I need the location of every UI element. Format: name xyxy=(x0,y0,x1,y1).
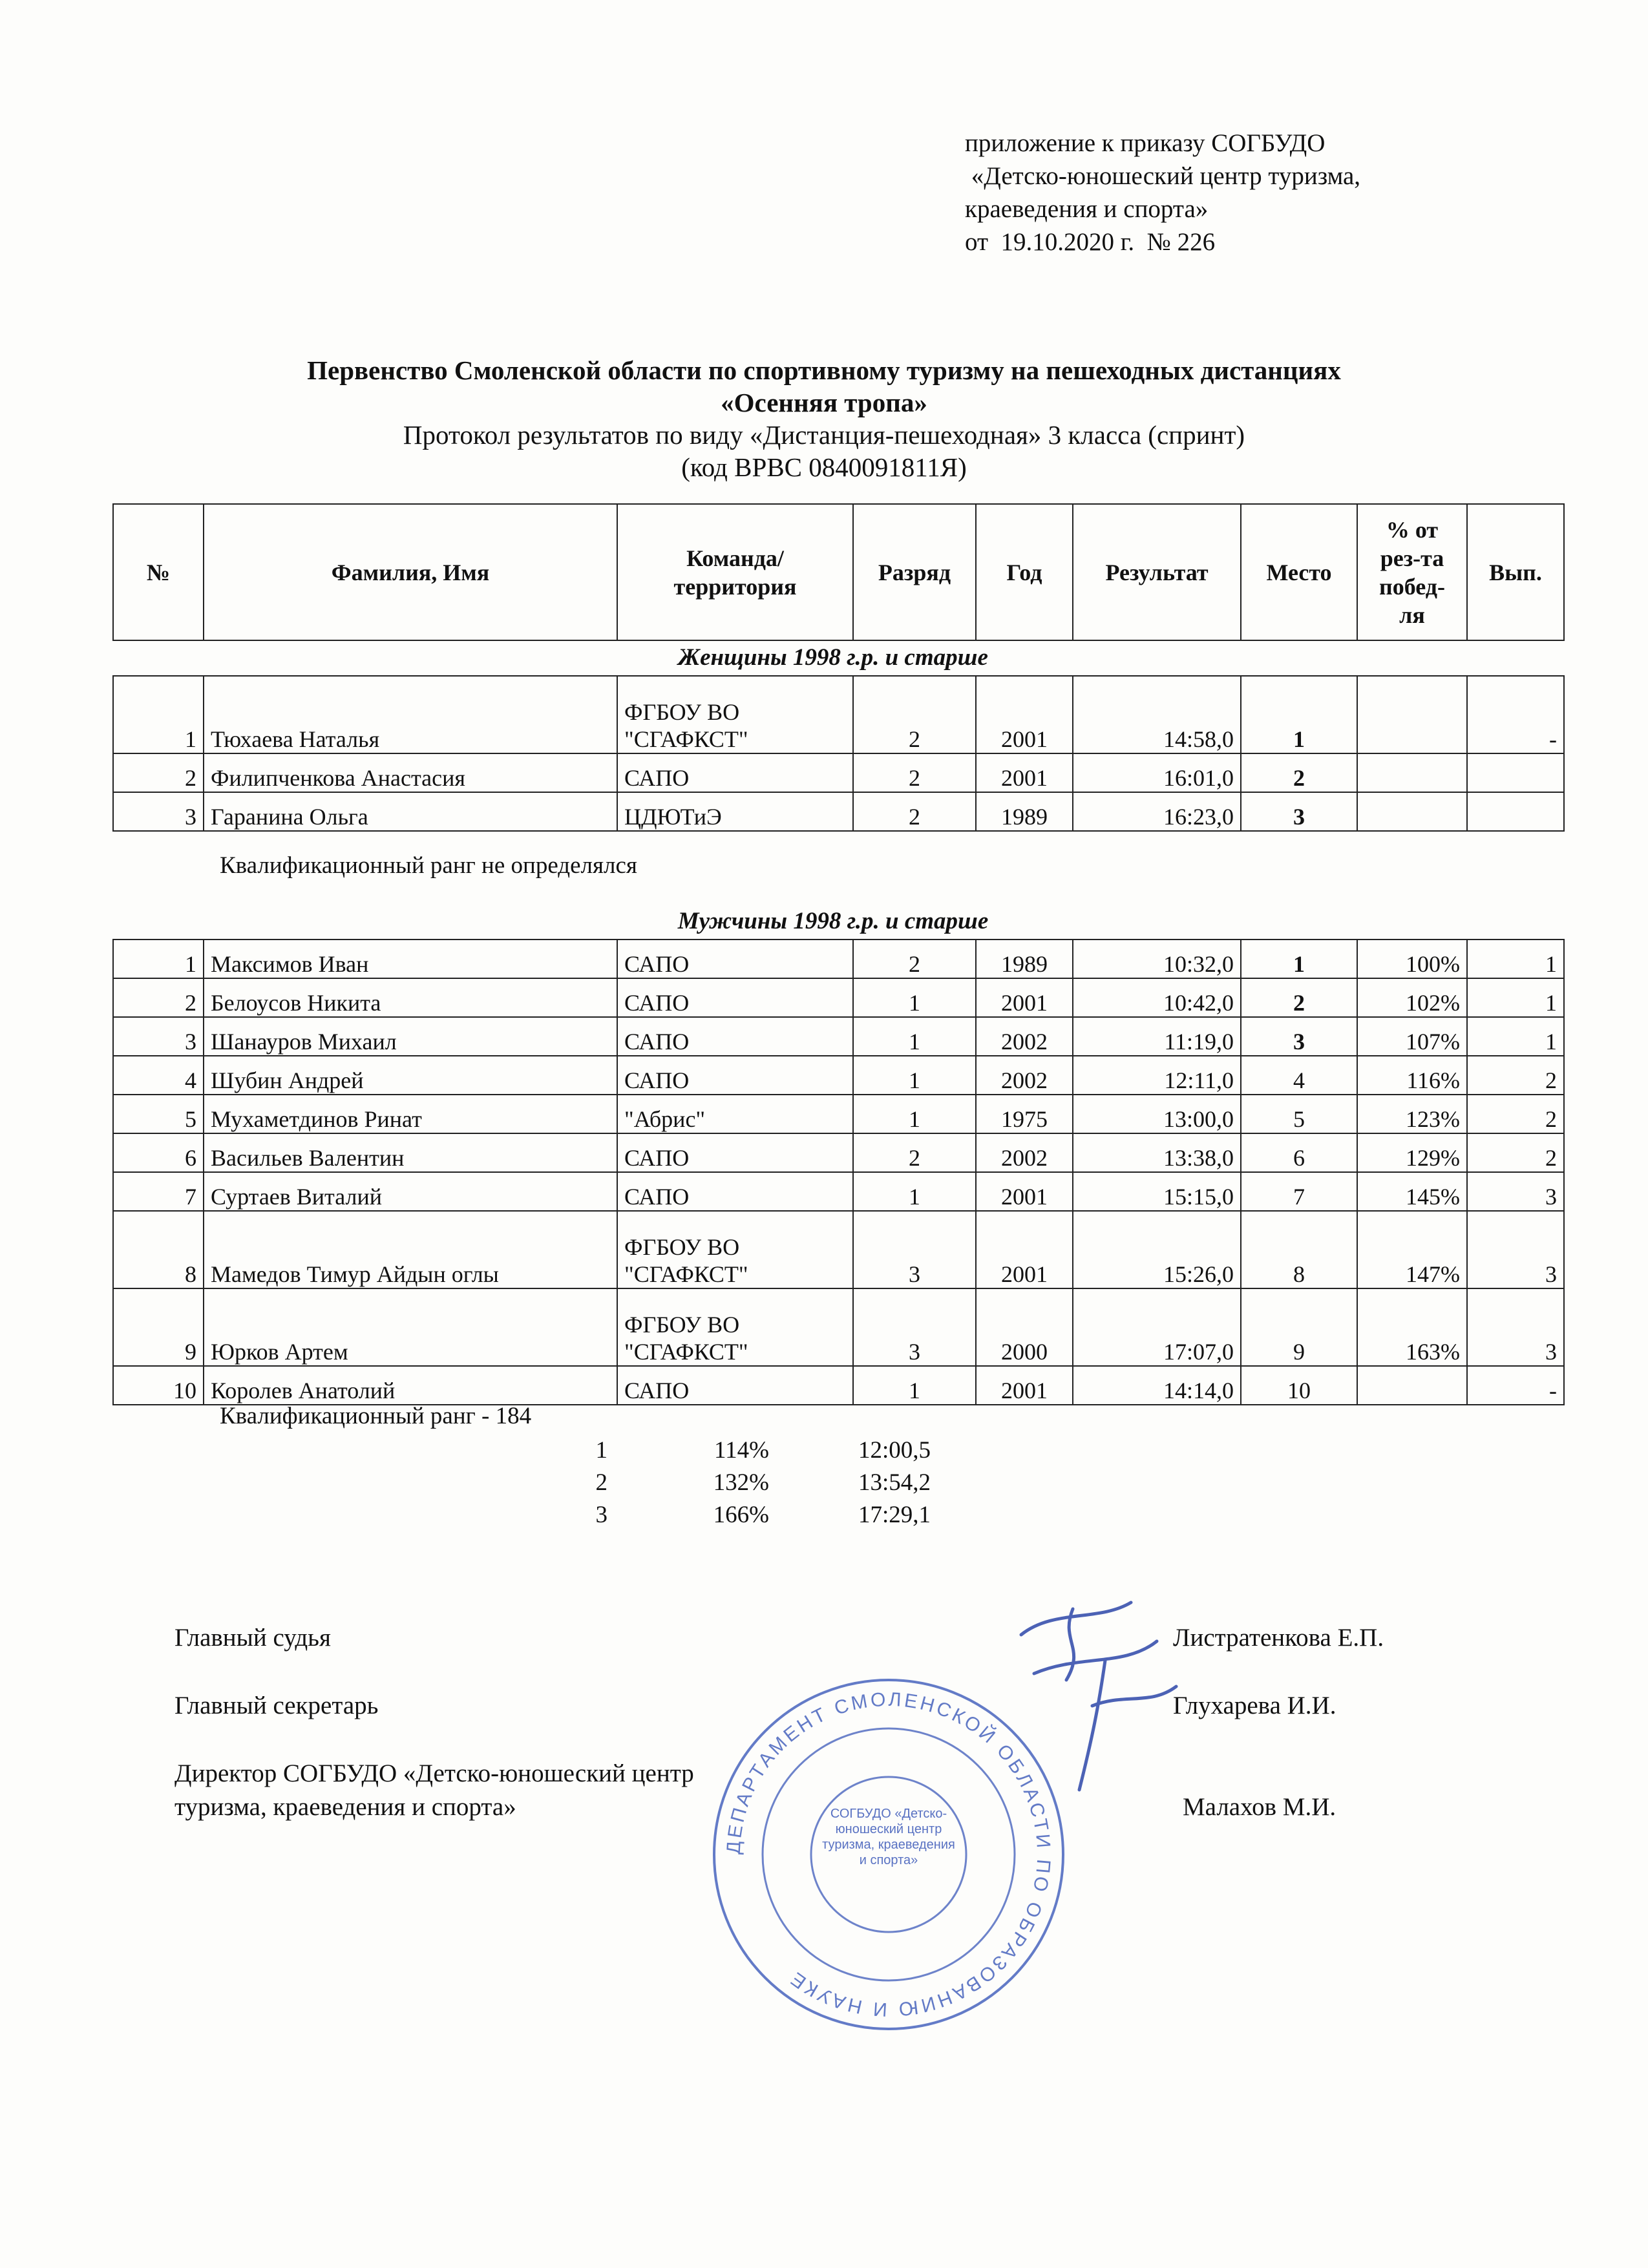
table-row xyxy=(113,1095,1564,1133)
cell-percent: 163% xyxy=(1357,1288,1467,1366)
col-place: Место xyxy=(1241,504,1357,640)
cell-place: 4 xyxy=(1241,1056,1357,1095)
secretary-name: Глухарева И.И. xyxy=(1173,1692,1336,1719)
group-title-men: Мужчины 1998 г.р. и старше xyxy=(677,908,989,934)
table-row xyxy=(113,1017,1564,1056)
cell-team: САПО xyxy=(617,1172,853,1211)
cell-num: 3 xyxy=(113,792,204,831)
cell-place: 5 xyxy=(1241,1095,1357,1133)
cell-place: 3 xyxy=(1241,792,1357,831)
cell-place: 10 xyxy=(1241,1366,1357,1405)
cell-done: 1 xyxy=(1467,940,1564,978)
qualification-level-row xyxy=(569,1434,931,1467)
cell-result: 14:14,0 xyxy=(1073,1366,1241,1405)
cell-year: 1989 xyxy=(976,792,1073,831)
document-title xyxy=(0,354,1648,483)
level-percent: 166% xyxy=(713,1502,769,1528)
table-row xyxy=(113,1211,1564,1288)
cell-rank: 1 xyxy=(853,1366,976,1405)
cell-num: 9 xyxy=(113,1288,204,1366)
col-num: № xyxy=(113,504,204,640)
level-number: 1 xyxy=(595,1437,607,1464)
cell-done: 3 xyxy=(1467,1211,1564,1288)
women-qualification-note: Квалификационный ранг не определялся xyxy=(220,852,637,879)
cell-done: 2 xyxy=(1467,1056,1564,1095)
cell-done: 3 xyxy=(1467,1172,1564,1211)
cell-done: - xyxy=(1467,1366,1564,1405)
cell-team: САПО xyxy=(617,1056,853,1095)
annex-line: от 19.10.2020 г. № 226 xyxy=(965,228,1216,256)
level-time: 13:54,2 xyxy=(858,1469,931,1496)
table-row xyxy=(113,940,1564,978)
cell-percent: 116% xyxy=(1357,1056,1467,1095)
order-annex xyxy=(965,127,1360,258)
level-percent: 114% xyxy=(714,1437,769,1464)
cell-result: 15:15,0 xyxy=(1073,1172,1241,1211)
col-percent: % от рез-та побед- ля xyxy=(1357,504,1467,640)
cell-percent xyxy=(1357,792,1467,831)
secretary-title: Главный секретарь xyxy=(174,1692,379,1719)
annex-line: «Детско-юношеский центр туризма, xyxy=(965,162,1361,190)
qualification-level-row xyxy=(569,1499,931,1531)
col-year: Год xyxy=(976,504,1073,640)
cell-rank: 3 xyxy=(853,1288,976,1366)
cell-name: Максимов Иван xyxy=(204,940,617,978)
table-row xyxy=(113,1366,1564,1405)
cell-rank: 2 xyxy=(853,1133,976,1172)
level-number: 3 xyxy=(595,1502,607,1528)
annex-line: краеведения и спорта» xyxy=(965,195,1209,223)
cell-name: Гаранина Ольга xyxy=(204,792,617,831)
cell-year: 2001 xyxy=(976,1172,1073,1211)
cell-percent xyxy=(1357,676,1467,753)
cell-percent xyxy=(1357,753,1467,792)
results-table-men xyxy=(112,939,1565,1405)
table-row xyxy=(113,1133,1564,1172)
cell-done: 2 xyxy=(1467,1133,1564,1172)
annex-line: приложение к приказу СОГБУДО xyxy=(965,129,1326,157)
protocol-code: (код ВРВС 0840091811Я) xyxy=(681,452,967,482)
cell-name: Юрков Артем xyxy=(204,1288,617,1366)
cell-year: 2001 xyxy=(976,676,1073,753)
cell-percent: 123% xyxy=(1357,1095,1467,1133)
director-title-line2: туризма, краеведения и спорта» xyxy=(174,1793,516,1821)
qualification-levels xyxy=(569,1434,931,1531)
cell-team: САПО xyxy=(617,1017,853,1056)
cell-team: САПО xyxy=(617,1366,853,1405)
competition-title: Первенство Смоленской области по спортивному туризму на пешеходных дистанциях xyxy=(307,355,1341,385)
cell-result: 17:07,0 xyxy=(1073,1288,1241,1366)
cell-result: 10:32,0 xyxy=(1073,940,1241,978)
cell-num: 6 xyxy=(113,1133,204,1172)
table-row xyxy=(113,1056,1564,1095)
cell-num: 1 xyxy=(113,940,204,978)
cell-num: 3 xyxy=(113,1017,204,1056)
cell-result: 13:00,0 xyxy=(1073,1095,1241,1133)
cell-percent: 129% xyxy=(1357,1133,1467,1172)
cell-num: 7 xyxy=(113,1172,204,1211)
cell-rank: 2 xyxy=(853,676,976,753)
cell-num: 2 xyxy=(113,753,204,792)
cell-done xyxy=(1467,753,1564,792)
cell-num: 4 xyxy=(113,1056,204,1095)
cell-result: 11:19,0 xyxy=(1073,1017,1241,1056)
stamp-center-text: СОГБУДО «Детско-юношеский центр туризма, краеведения и спорта» xyxy=(822,1807,955,1867)
cell-num: 5 xyxy=(113,1095,204,1133)
cell-year: 2001 xyxy=(976,978,1073,1017)
cell-name: Тюхаева Наталья xyxy=(204,676,617,753)
cell-team: САПО xyxy=(617,978,853,1017)
director-title-line1: Директор СОГБУДО «Детско-юношеский центр xyxy=(174,1759,694,1787)
cell-year: 1975 xyxy=(976,1095,1073,1133)
judge-name: Листратенкова Е.П. xyxy=(1173,1624,1384,1652)
cell-num: 1 xyxy=(113,676,204,753)
cell-rank: 1 xyxy=(853,978,976,1017)
level-time: 12:00,5 xyxy=(858,1437,931,1464)
cell-team: ФГБОУ ВО "СГАФКСТ" xyxy=(617,676,853,753)
cell-percent: 100% xyxy=(1357,940,1467,978)
cell-percent: 147% xyxy=(1357,1211,1467,1288)
judge-title: Главный судья xyxy=(174,1624,331,1652)
cell-team: ФГБОУ ВО "СГАФКСТ" xyxy=(617,1288,853,1366)
group-title-women: Женщины 1998 г.р. и старше xyxy=(678,644,988,671)
table-row xyxy=(113,1288,1564,1366)
cell-team: САПО xyxy=(617,1133,853,1172)
cell-team: САПО xyxy=(617,753,853,792)
cell-place: 1 xyxy=(1241,676,1357,753)
cell-team: ФГБОУ ВО "СГАФКСТ" xyxy=(617,1211,853,1288)
level-time: 17:29,1 xyxy=(858,1502,931,1528)
cell-place: 8 xyxy=(1241,1211,1357,1288)
cell-place: 6 xyxy=(1241,1133,1357,1172)
cell-year: 2002 xyxy=(976,1017,1073,1056)
cell-percent: 107% xyxy=(1357,1017,1467,1056)
col-name: Фамилия, Имя xyxy=(204,504,617,640)
cell-result: 10:42,0 xyxy=(1073,978,1241,1017)
cell-name: Мамедов Тимур Айдын оглы xyxy=(204,1211,617,1288)
cell-rank: 1 xyxy=(853,1017,976,1056)
cell-rank: 3 xyxy=(853,1211,976,1288)
results-table-women xyxy=(112,675,1565,832)
cell-year: 2002 xyxy=(976,1056,1073,1095)
cell-done: 1 xyxy=(1467,1017,1564,1056)
col-done: Вып. xyxy=(1467,504,1564,640)
cell-place: 2 xyxy=(1241,978,1357,1017)
cell-place: 1 xyxy=(1241,940,1357,978)
cell-team: ЦДЮТиЭ xyxy=(617,792,853,831)
cell-rank: 2 xyxy=(853,940,976,978)
cell-year: 2001 xyxy=(976,1211,1073,1288)
director-name: Малахов М.И. xyxy=(1183,1793,1336,1821)
table-row xyxy=(113,792,1564,831)
col-rank: Разряд xyxy=(853,504,976,640)
cell-name: Шанауров Михаил xyxy=(204,1017,617,1056)
cell-place: 7 xyxy=(1241,1172,1357,1211)
cell-rank: 2 xyxy=(853,753,976,792)
competition-name: «Осенняя тропа» xyxy=(721,388,927,417)
table-row xyxy=(113,753,1564,792)
cell-name: Мухаметдинов Ринат xyxy=(204,1095,617,1133)
stamp-outer-text: ДЕПАРТАМЕНТ СМОЛЕНСКОЙ ОБЛАСТИ ПО ОБРАЗОВАНИЮ И НАУКЕ xyxy=(723,1688,1055,2021)
results-table-header xyxy=(112,503,1565,641)
table-row xyxy=(113,978,1564,1017)
cell-rank: 1 xyxy=(853,1095,976,1133)
col-team: Команда/ территория xyxy=(617,504,853,640)
cell-done: 2 xyxy=(1467,1095,1564,1133)
cell-done: 1 xyxy=(1467,978,1564,1017)
cell-result: 15:26,0 xyxy=(1073,1211,1241,1288)
cell-name: Филипченкова Анастасия xyxy=(204,753,617,792)
cell-name: Королев Анатолий xyxy=(204,1366,617,1405)
protocol-title: Протокол результатов по виду «Дистанция-пешеходная» 3 класса (спринт) xyxy=(403,420,1245,450)
cell-result: 16:23,0 xyxy=(1073,792,1241,831)
cell-result: 12:11,0 xyxy=(1073,1056,1241,1095)
cell-place: 9 xyxy=(1241,1288,1357,1366)
handwritten-signature xyxy=(995,1596,1202,1809)
table-row xyxy=(113,676,1564,753)
cell-rank: 1 xyxy=(853,1172,976,1211)
cell-year: 2002 xyxy=(976,1133,1073,1172)
cell-percent: 145% xyxy=(1357,1172,1467,1211)
cell-year: 2001 xyxy=(976,753,1073,792)
cell-name: Шубин Андрей xyxy=(204,1056,617,1095)
table-row xyxy=(113,1172,1564,1211)
level-percent: 132% xyxy=(713,1469,769,1496)
cell-team: САПО xyxy=(617,940,853,978)
cell-done: - xyxy=(1467,676,1564,753)
level-number: 2 xyxy=(595,1469,607,1496)
cell-result: 16:01,0 xyxy=(1073,753,1241,792)
cell-name: Васильев Валентин xyxy=(204,1133,617,1172)
qualification-level-row xyxy=(569,1467,931,1499)
cell-result: 14:58,0 xyxy=(1073,676,1241,753)
cell-rank: 1 xyxy=(853,1056,976,1095)
cell-year: 2000 xyxy=(976,1288,1073,1366)
cell-num: 2 xyxy=(113,978,204,1017)
cell-percent xyxy=(1357,1366,1467,1405)
cell-place: 2 xyxy=(1241,753,1357,792)
cell-name: Белоусов Никита xyxy=(204,978,617,1017)
cell-year: 2001 xyxy=(976,1366,1073,1405)
col-result: Результат xyxy=(1073,504,1241,640)
cell-num: 8 xyxy=(113,1211,204,1288)
cell-num: 10 xyxy=(113,1366,204,1405)
cell-team: "Абрис" xyxy=(617,1095,853,1133)
men-qualification-note: Квалификационный ранг - 184 xyxy=(220,1403,532,1429)
cell-year: 1989 xyxy=(976,940,1073,978)
cell-rank: 2 xyxy=(853,792,976,831)
cell-result: 13:38,0 xyxy=(1073,1133,1241,1172)
cell-done: 3 xyxy=(1467,1288,1564,1366)
cell-place: 3 xyxy=(1241,1017,1357,1056)
cell-percent: 102% xyxy=(1357,978,1467,1017)
cell-name: Суртаев Виталий xyxy=(204,1172,617,1211)
cell-done xyxy=(1467,792,1564,831)
